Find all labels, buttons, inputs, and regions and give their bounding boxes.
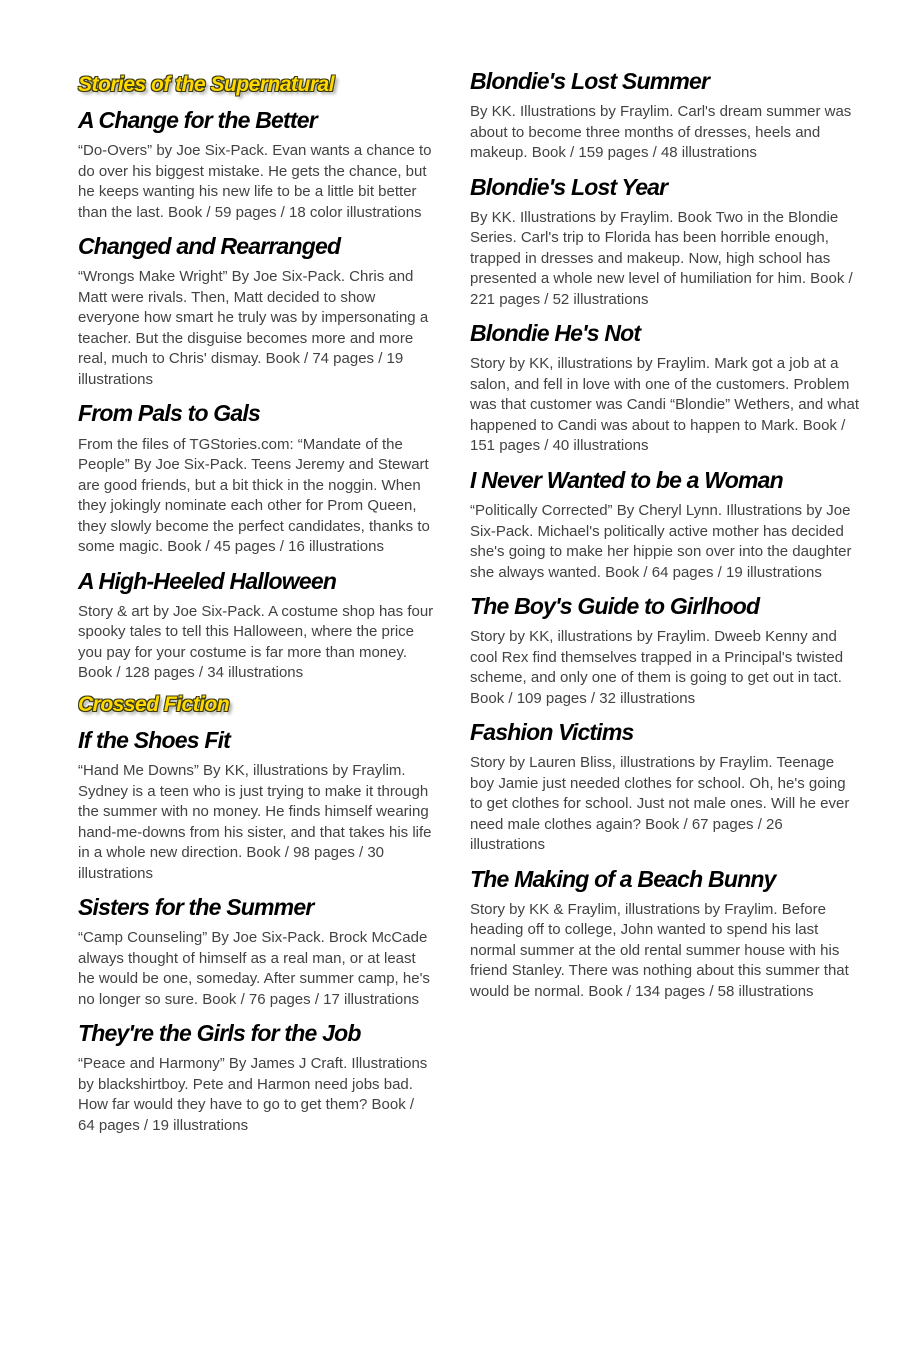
story-description: “Peace and Harmony” By James J Craft. Illustrations by blackshirtboy. Pete and Harmon need jobs bad. How far would they have to go to get them? Book / 64 pages / 19 illustrations <box>78 1055 428 1134</box>
story-description: “Politically Corrected” By Cheryl Lynn. Illustrations by Joe Six-Pack. Michael's politically active mother has decided she's going to make her hippie son over into the daughter she always wanted. Book / 64 pages / 19 illustrations <box>470 502 852 581</box>
story-description: Story by KK, illustrations by Fraylim. Dweeb Kenny and cool Rex find themselves trapped in a Principal's twisted scheme, and only one of them is going to get out in tact. Book / 109 pages / 32 illustrations <box>470 628 844 707</box>
story-title: From Pals to Gals <box>78 400 260 427</box>
story-title: Blondie He's Not <box>470 320 641 347</box>
story-title: The Making of a Beach Bunny <box>470 865 776 892</box>
story-description: From the files of TGStories.com: “Mandate of the People” By Joe Six-Pack. Teens Jeremy and Stewart are good friends, but a bit thick in the noggin. When they jokingly nominate each other for Prom Queen, they slowly become the perfect candidates, thanks to some magic. Book / 45 pages / 16 illustrations <box>78 435 430 556</box>
right-column <box>470 68 860 1003</box>
story-title: Changed and Rearranged <box>78 233 341 260</box>
story-description: Story by KK & Fraylim, illustrations by Fraylim. Before heading off to college, John wanted to spend his last normal summer at the old rental summer house with his friend Stanley. There was nothing about this summer that would be normal. Book / 134 pages / 58 illustrations <box>470 900 849 1000</box>
story-title: Fashion Victims <box>470 719 634 746</box>
category-header: Crossed Fiction <box>78 692 230 716</box>
story-description: “Do-Overs” by Joe Six-Pack. Evan wants a chance to do over his biggest mistake. He gets the chance, but he keeps wanting his new life to be a little bit better than the last. Book / 59 pages / 18 color illustrations <box>78 142 432 221</box>
story-title: Blondie's Lost Summer <box>470 68 710 94</box>
story-description: Story by KK, illustrations by Fraylim. Mark got a job at a salon, and fell in love with one of the customers. Problem was that customer was Candi “Blondie” Wethers, and what happened to Candi was about to happen to Mark. Book / 151 pages / 40 illustrations <box>470 355 860 455</box>
story-description: “Camp Counseling” By Joe Six-Pack. Brock McCade always thought of himself as a real man, or at least he would be one, someday. After summer camp, he's no longer so sure. Book / 76 pages / 17 illustrations <box>78 929 430 1008</box>
story-description: “Hand Me Downs” By KK, illustrations by Fraylim. Sydney is a teen who is just trying to make it through the summer with no money. He finds himself wearing hand-me-downs from his sister, and that takes his life in a whole new direction. Book / 98 pages / 30 illustrations <box>78 762 432 882</box>
story-title: Sisters for the Summer <box>78 894 314 920</box>
left-column <box>78 72 434 1137</box>
story-title: The Boy's Guide to Girlhood <box>470 593 760 619</box>
story-title: If the Shoes Fit <box>78 726 231 753</box>
story-description: By KK. Illustrations by Fraylim. Carl's dream summer was about to become three months of dresses, heels and makeup. Book / 159 pages / 48 illustrations <box>470 103 852 162</box>
story-description: By KK. Illustrations by Fraylim. Book Two in the Blondie Series. Carl's trip to Florida has been horrible enough, trapped in dresses and makeup. Now, high school has presented a whole new level of humiliation for him. Book / 221 pages / 52 illustrations <box>470 208 853 308</box>
story-title: A Change for the Better <box>78 107 317 134</box>
story-description: Story by Lauren Bliss, illustrations by Fraylim. Teenage boy Jamie just needed clothes for school. Oh, he's going to get clothes for school. Just not male ones. Will he ever need male clothes again? Book / 67 pages / 26 illustrations <box>470 754 850 854</box>
story-title: I Never Wanted to be a Woman <box>470 466 783 493</box>
story-title: They're the Girls for the Job <box>78 1020 361 1047</box>
story-title: Blondie's Lost Year <box>470 173 668 200</box>
story-description: Story & art by Joe Six-Pack. A costume shop has four spooky tales to tell this Halloween, where the price you pay for your costume is far more than money. Book / 128 pages / 34 illustrations <box>78 602 434 682</box>
story-description: “Wrongs Make Wright” By Joe Six-Pack. Chris and Matt were rivals. Then, Matt decided to show everyone how smart he truly was by impersonating a teacher. But the disguise becomes more and more real, much to Chris' dismay. Book / 74 pages / 19 illustrations <box>78 268 429 388</box>
story-title: A High-Heeled Halloween <box>78 567 337 594</box>
category-header: Stories of the Supernatural <box>78 73 335 96</box>
